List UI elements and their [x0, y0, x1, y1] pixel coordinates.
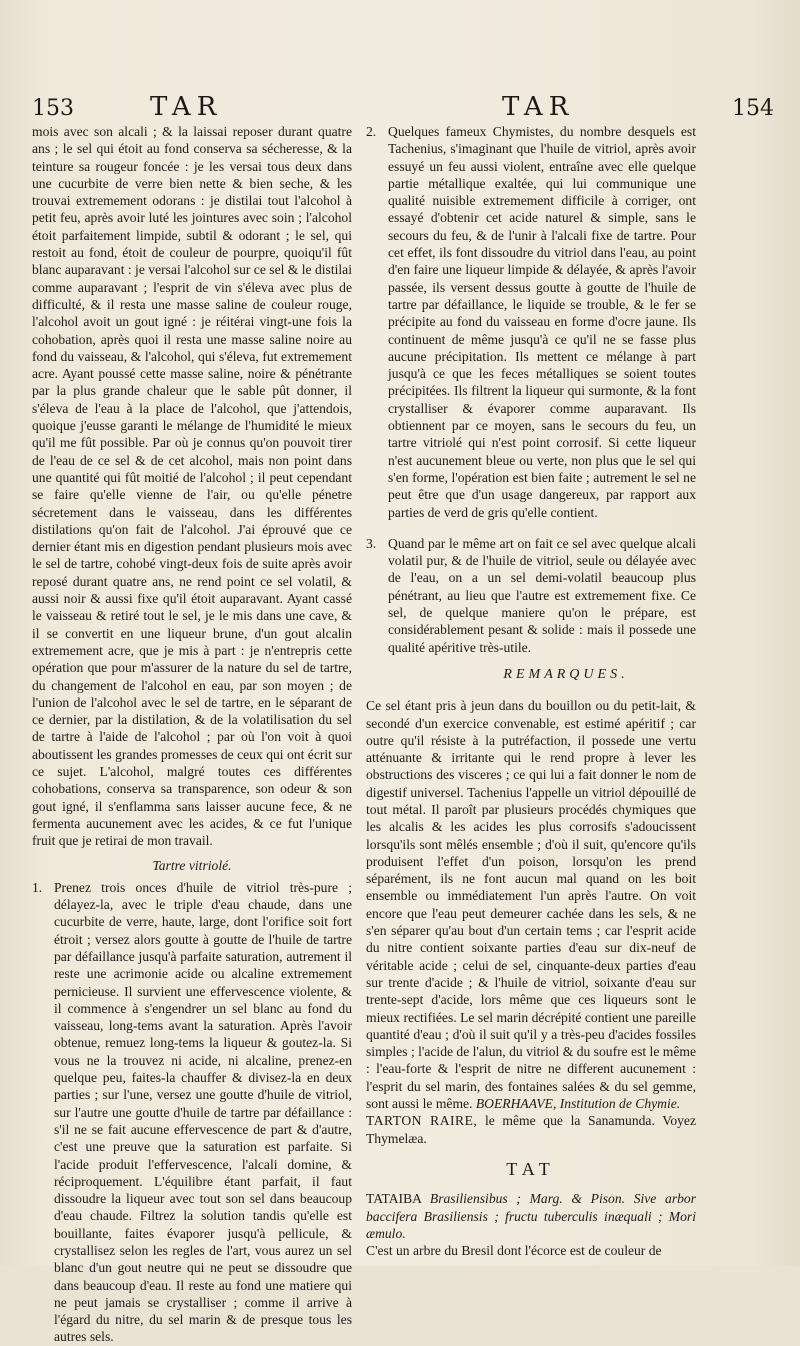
remarques-source: BOERHAAVE, Institution de Chymie.: [475, 1096, 681, 1112]
list-item-1: [32, 879, 352, 1346]
item-number: 2.: [366, 124, 377, 139]
subheading-tartre-vitriole: Tartre vitriolé.: [152, 858, 232, 874]
entry-tataiba: [366, 1190, 696, 1242]
left-column: [32, 123, 352, 1346]
item-text: Quelques fameux Chymistes, du nombre desquels est Tachenius, s'imaginant que l'huile de vitriol, après avoir essuyé un feu aussi violent, entraîne avec elle quelque partie métallique exaltée, qui lui communique une qualité nuisible extremement difficile à corriger, ont essayé d'obtenir cet acide naturel & simple, sans le secours du feu, & de l'unir à l'alcali fixe de tartre. Pour cet effet, ils font dissoudre du vitriol dans l'eau, au point d'en faire une liqueur limpide & délayée, & après l'avoir passée, ils versent dessus goutte à goutte de l'huile de tartre par défaillance, le liquide se trouble, & le fer se précipite au fond du vaisseau en forme d'ocre jaune. Ils continuent de même jusqu'à ce qu'il ne se fasse plus aucune précipitation. Ils mettent ce mélange à part jusqu'à ce que les feces métalliques se soient toutes précipitées. Ils filtrent la liqueur qui surmonte, & la font crystalliser & évaporer comme auparavant. Ils obtiennent par ce moyen, sans le secours du feu, un tartre vitriolé qui n'est point corrosif. Si cette liqueur n'est aucunement bleue ou verte, non plus que le sel qui s'en forme, l'opération est bien faite ; autrement le sel ne peut être que d'un usage dangereux, par rapport aux parties de verd de gris qu'elle contient.: [388, 124, 696, 520]
item-number: 3.: [366, 535, 377, 551]
entry-tarton-raire: [366, 1112, 696, 1147]
item-number: 1.: [32, 879, 43, 895]
right-column: [366, 123, 696, 1259]
headword: TATAIBA: [366, 1191, 422, 1207]
list-item-2: [366, 123, 696, 521]
list-item-3: [366, 535, 696, 656]
item-text: Quand par le même art on fait ce sel avec quelque alcali volatil pur, & de l'huile de vitriol, seule ou délayée avec de l'eau, on a un sel demi-volatil beaucoup plus pénétrant, au lieu que l'autre est extremement fixe. Ce sel, de quelque maniere qu'on le prépare, est considérablement pesant & solide : mais il possede une qualité apéritive très-utile.: [388, 535, 696, 655]
left-page-number: 153: [32, 96, 74, 121]
last-line: C'est un arbre du Bresil dont l'écorce est de couleur de: [366, 1243, 662, 1259]
remarques-text: Ce sel étant pris à jeun dans du bouillon ou du petit-lait, & secondé d'un exercice convenable, est estimé apéritif ; car outre qu'il résiste à la putréfaction, il possede une vertu atténuante & irritante qui le rend propre à lever les obstructions des visceres ; ce qui lui a fait donner le nom de digestif universel. Tachenius l'appelle un vitriol dépouillé de tout métal. Il paroît par plusieurs procédés chymiques que les alcalis & les acides les plus corrosifs s'adoucissent lorsqu'ils sont mêlés ensemble ; d'où il suit, qu'encore qu'ils produisent l'effet d'un poison, lorsqu'on les prend séparément, ils ne font aucun mal quand on les boit ensemble ou immédiatement l'un après l'autre. On voit encore que l'eau peut demeurer cachée dans les sels, & ne s'en séparer qu'au bout d'un certain tems ; car l'esprit acide du nitre contient soixante parties d'eau sur dix-neuf de véritable acide ; celui de sel, cinquante-deux parties d'eau sur trente d'acide ; & l'huile de vitriol, soixante d'eau sur trente-sept d'acide, lors même que ces liqueurs sont le mieux rectifiées. Le sel marin décrépité contient une pareille quantité d'eau ; d'où il suit qu'il y a très-peu d'acides fossiles simples ; l'acide de l'alun, du vitriol & du soufre est le même : l'eau-forte & l'esprit de nitre ne different aucunement : l'esprit du sel marin, des fontaines salées & du sel gemme, sont aussi le même.: [366, 698, 696, 1112]
left-paragraph: mois avec son alcali ; & la laissai reposer durant quatre ans ; le sel qui étoit au fond conserva sa sécheresse, & la teinture sa rougeur foncée : je les versai tous deux dans une cucurbite de verre bien nette & bien seche, & les trouvai extremement odorans : je distilai tout l'alcohol à petit feu, après avoir luté les jointures avec soin ; l'alcohol étoit parfaitement limpide, subtil & odorant ; le sel, qui restoit au fond, étoit de couleur de pourpre, quoiqu'il fût blanc auparavant : je versai l'alcohol sur ce sel & le distilai comme auparavant ; l'esprit de vin s'éleva avec plus de difficulté, & il resta une masse saline de couleur rouge, l'alcohol avoit un gout igné : je réitérai vingt-une fois la cohobation, après quoi il resta une masse saline noire au fond du vaisseau, & l'alcohol, qui s'éleva, fut extremement acre. Ayant poussé cette masse saline, noire & pénétrante par la plus grande chaleur que le sable pût donner, il s'éleva de l'eau à la place de l'alcohol, que j'attendois, quoique j'eusse garanti le mélange de l'humidité le mieux qu'il me fût possible. Par où je connus qu'on pouvoit tirer de l'eau de ce sel & de cet alcohol, mais non point dans une quantité qui fût moitié de l'alcohol ; il peut cependant se faire qu'elle vienne de l'air, ou qu'elle pénetre sécretement dans le vaisseau, dans les différentes distilations qu'on fait de l'alcohol. J'ai éprouvé que ce dernier étant mis en digestion pendant plusieurs mois avec le sel de tartre, cohobé vingt-deux fois de suite après avoir reposé durant quatre ans, ne rend point ce sel volatil, & aussi noir & aussi fixe qu'il étoit auparavant. Ayant cassé le vaisseau & retiré tout le sel, je le mis dans une cave, & il se convertit en une liqueur brune, d'un gout alcalin extremement acre, que je mis à part : je n'entrepris cette opération que pour m'assurer de la nature du sel de tartre, du changement de l'alcohol en eau, par son moyen ; de l'union de l'alcohol avec le sel de tartre, en le séparant de ce dernier, par la distilation, & de la volatilisation du sel de tartre à l'aide de l'alcohol ; par où l'on voit à quoi aboutissent les grandes promesses de ceux qui ont écrit sur ce sujet. L'alcohol, malgré toutes ces différentes cohobations, conserva sa transparence, son odeur & son gout igné, il s'enflamma sans laisser aucune fece, & ne fermenta aucunement avec les acides, & ce fut l'unique fruit que je retirai de mon travail.: [32, 124, 352, 849]
headword: TARTON RAIRE,: [366, 1113, 478, 1129]
remarques-paragraph: [366, 697, 696, 1112]
right-running-head: TAR: [502, 92, 575, 122]
entry-text: le même que la Sanamunda. Voyez Thymelæa.: [366, 1113, 696, 1146]
right-page-number: 154: [732, 96, 774, 121]
item-text: Prenez trois onces d'huile de vitriol très-pure ; délayez-la, avec le triple d'eau chaude, dans une cucurbite de verre, haute, large, dont l'orifice soit fort étroit ; versez alors goutte à goutte de l'huile de tartre par défaillance jusqu'à parfaite saturation, autrement il reste une acrimonie acide ou alcaline extremement pernicieuse. Il survient une effervescence violente, & il commence à s'engendrer un sel blanc au fond du vaisseau, long-tems avant la saturation. Après l'avoir obtenue, remuez long-tems la liqueur & goutez-la. Si vous ne la trouvez ni acide, ni alcaline, prenez-en quelque peu, faites-la chauffer & divisez-la en deux parties ; sur l'une, versez une goutte d'huile de vitriol, sur l'autre une goutte d'huile de tartre par défaillance : s'il ne se fait aucune effervescence de part & d'autre, c'est une preuve que la saturation est parfaite. Si l'acide produit l'effervescence, l'alcali domine, & réciproquement. L'équilibre étant parfait, il faut dissoudre la liqueur avec tout son sel dans beaucoup d'eau chaude. Filtrez la solution tandis qu'elle est bouillante, faites évaporer jusqu'à pellicule, & crystallisez selon les regles de l'art, vous aurez un sel blanc d'un gout neutre qui ne peut se dissoudre que dans beaucoup d'eau. Il reste au fond une matiere qui ne peut jamais se crystalliser ; comme il arrive à l'égard du nitre, du sel marin & de presque tous les autres sels.: [54, 879, 352, 1345]
spacer: [366, 521, 696, 535]
remarques-heading: REMARQUES.: [503, 666, 629, 682]
left-running-head: TAR: [150, 92, 223, 122]
section-heading-tat: TAT: [506, 1158, 556, 1179]
entry-text: Brasiliensibus ; Marg. & Pison. Sive arbor baccifera Brasiliensis ; fructu tuberculis inæquali ; Mori æmulo.: [366, 1191, 696, 1241]
